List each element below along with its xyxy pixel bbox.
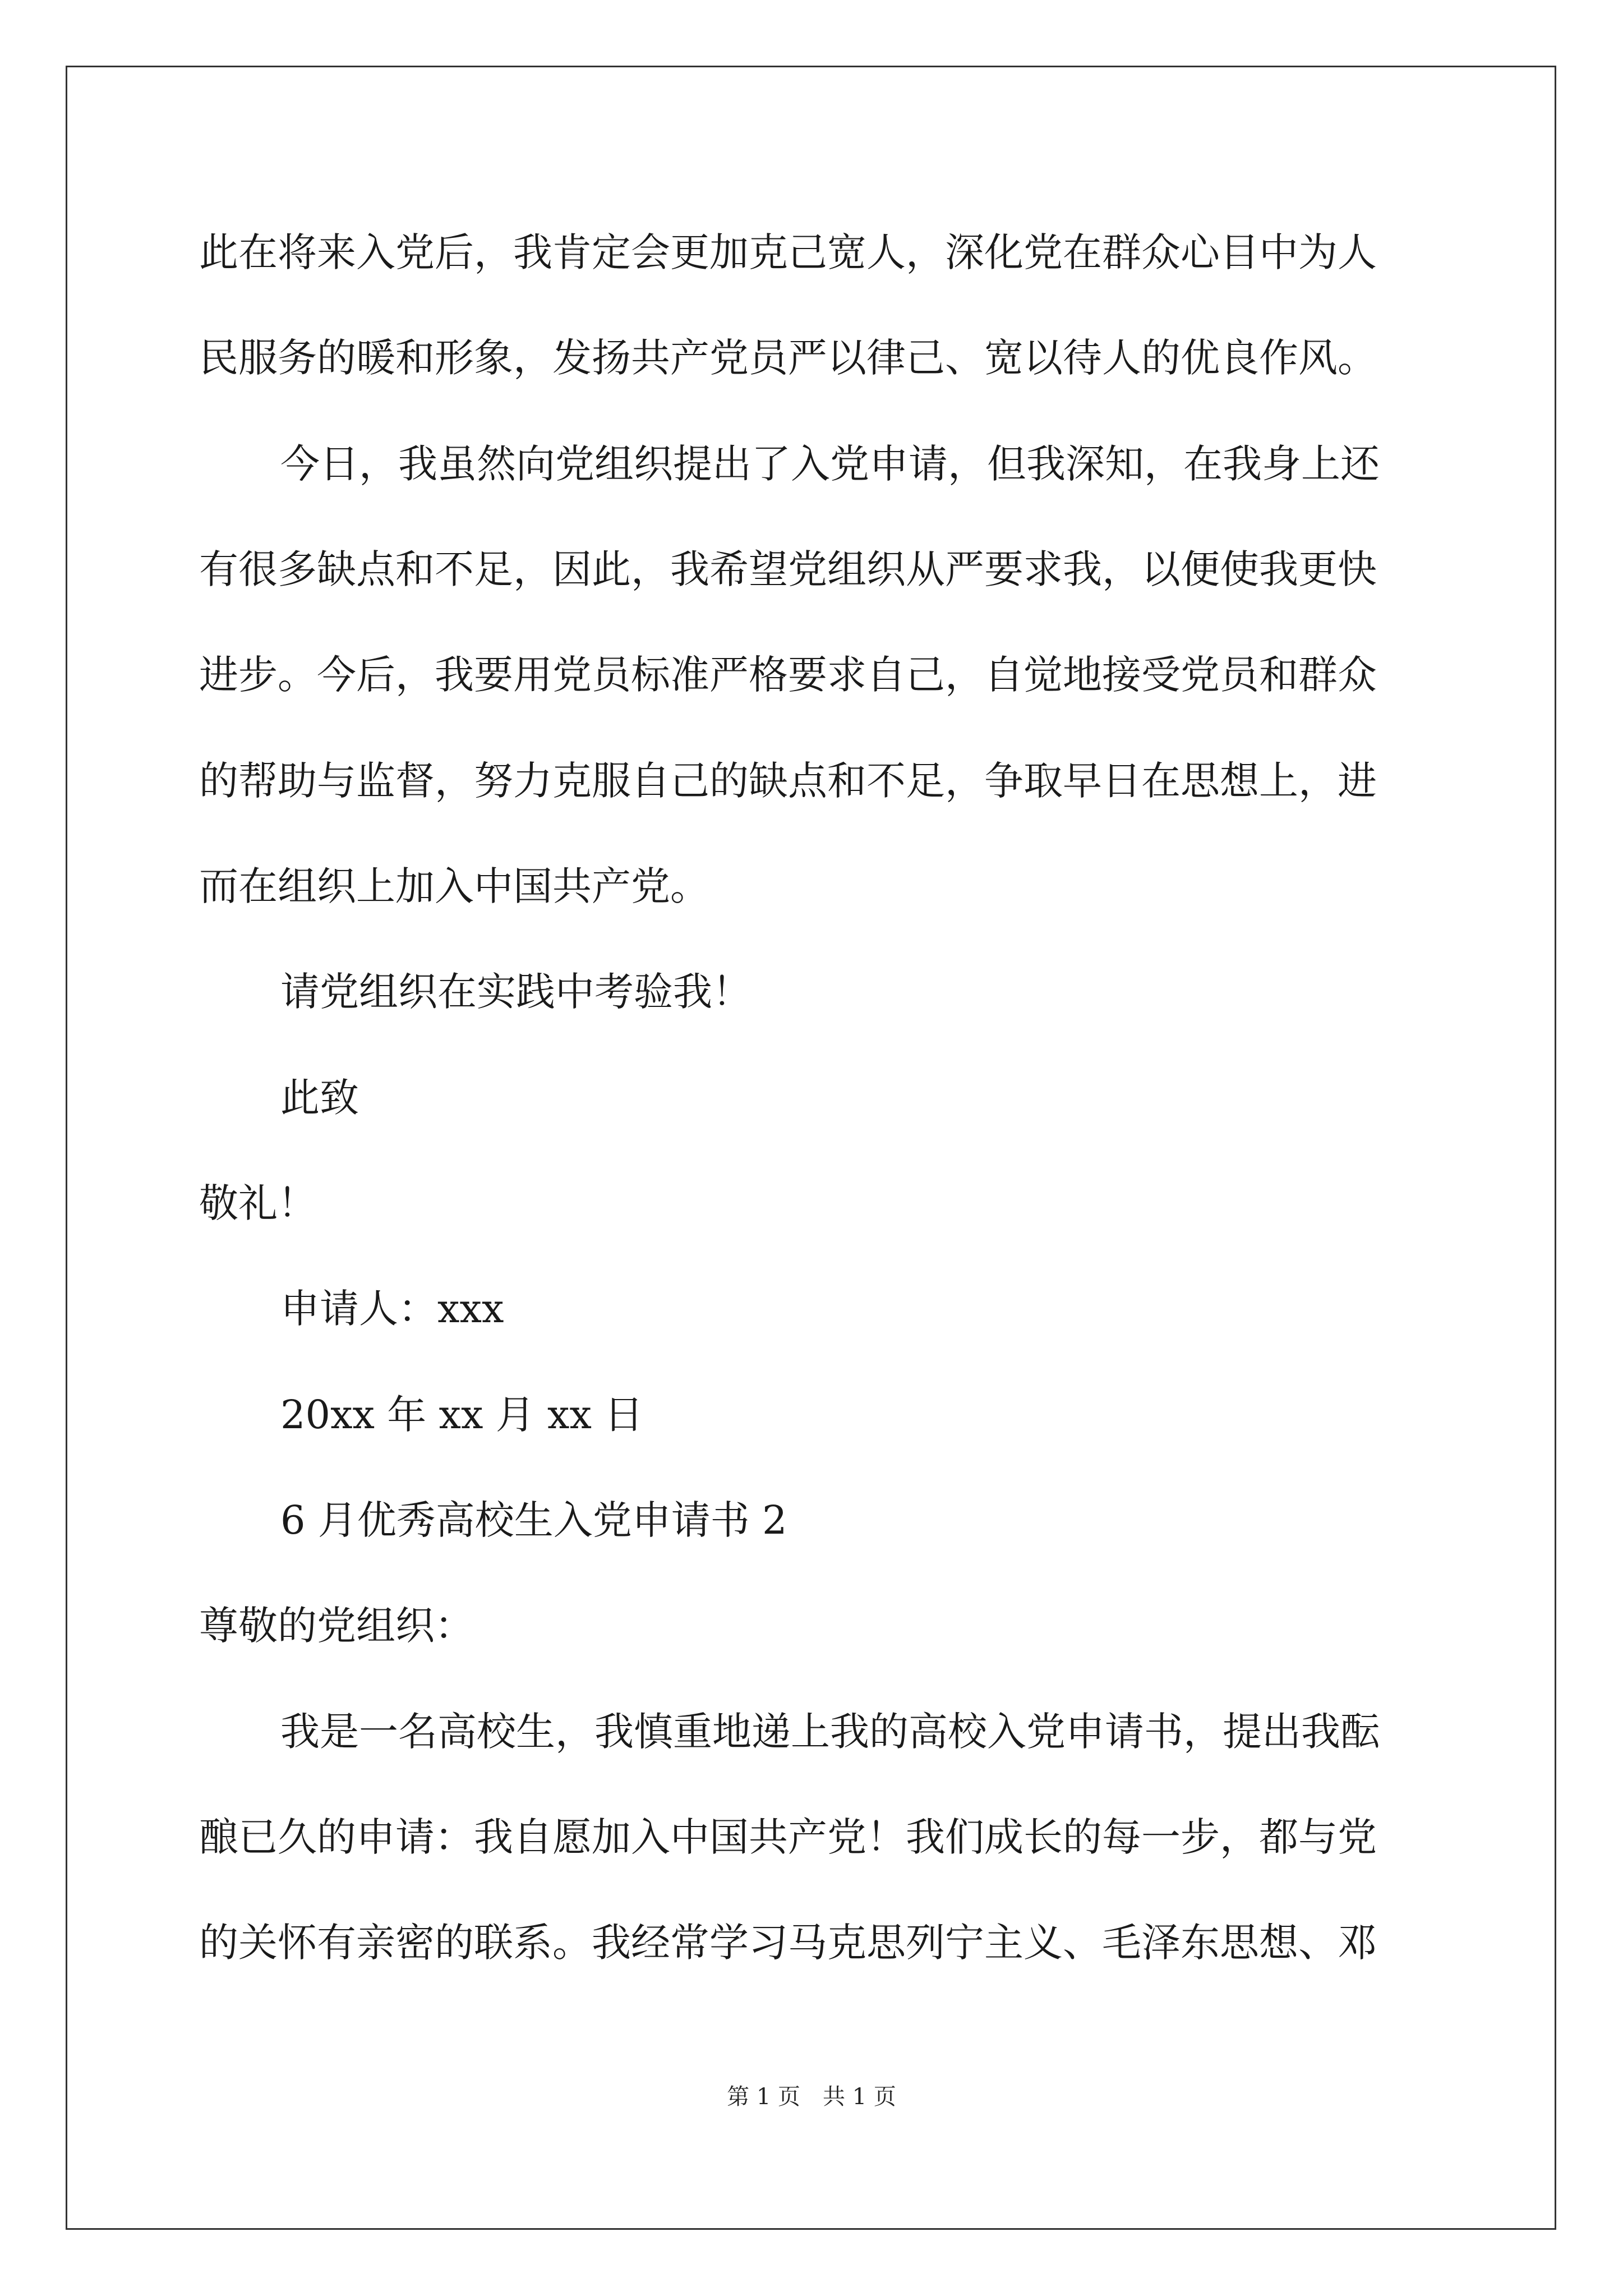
paragraph-line: 此在将来入党后，我肯定会更加克己宽人，深化党在群众心目中为人: [199, 229, 1377, 275]
paragraph-line: 而在组织上加入中国共产党。: [199, 863, 709, 909]
paragraph-line: 我是一名高校生，我慎重地递上我的高校入党申请书，提出我酝: [280, 1709, 1380, 1755]
page-number: 第 1 页 共 1 页: [727, 2084, 896, 2110]
paragraph-line: 有很多缺点和不足，因此，我希望党组织从严要求我，以便使我更快: [199, 546, 1377, 592]
paragraph-line: 民服务的暖和形象，发扬共产党员严以律己、宽以待人的优良作风。: [199, 335, 1377, 381]
section-title: 6 月优秀高校生入党申请书 2: [280, 1497, 787, 1543]
paragraph-line: 的帮助与监督，努力克服自己的缺点和不足，争取早日在思想上，进: [199, 758, 1377, 804]
paragraph-line: 请党组织在实践中考验我！: [280, 969, 751, 1015]
salute-line: 敬礼！: [199, 1180, 317, 1226]
applicant-line: 申请人：xxx: [280, 1286, 504, 1332]
paragraph-line: 进步。今后，我要用党员标准严格要求自己，自觉地接受党员和群众: [199, 652, 1377, 698]
page-border: [66, 66, 1556, 2230]
closing-line: 此致: [280, 1075, 359, 1121]
paragraph-line: 的关怀有亲密的联系。我经常学习马克思列宁主义、毛泽东思想、邓: [199, 1920, 1377, 1966]
salutation-line: 尊敬的党组织：: [199, 1603, 474, 1649]
paragraph-line: 酿已久的申请：我自愿加入中国共产党！我们成长的每一步，都与党: [199, 1814, 1377, 1860]
date-line: 20xx 年 xx 月 xx 日: [280, 1392, 644, 1438]
paragraph-line: 今日，我虽然向党组织提出了入党申请，但我深知，在我身上还: [280, 441, 1380, 487]
